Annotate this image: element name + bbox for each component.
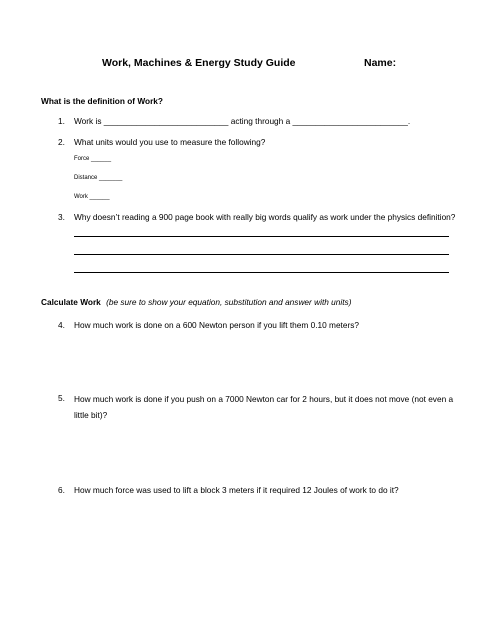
section-heading-definition: What is the definition of Work?: [41, 96, 163, 106]
question-text: How much work is done on a 600 Newton person if you lift them 0.10 meters?: [74, 320, 360, 330]
question-2: [58, 137, 458, 149]
question-1: [58, 116, 458, 128]
answer-line: [74, 236, 449, 237]
answer-line: [74, 272, 449, 273]
question-4: [58, 320, 458, 332]
unit-item-force: Force ______: [74, 156, 112, 162]
question-number: 5.: [58, 393, 65, 403]
question-text: Work is ___________________________ acting through a _________________________.: [74, 116, 411, 126]
answer-line: [74, 254, 449, 255]
section-note: (be sure to show your equation, substitution and answer with units): [106, 297, 352, 307]
question-text: How much work is done if you push on a 7000 Newton car for 2 hours, but it does not move (not even a little bit)?: [74, 394, 454, 420]
page-title: Work, Machines & Energy Study Guide: [102, 57, 296, 69]
question-number: 4.: [58, 320, 65, 330]
name-label: Name:: [364, 57, 397, 69]
question-number: 3.: [58, 212, 65, 222]
question-5: [58, 393, 458, 420]
unit-item-work: Work ______: [74, 194, 110, 200]
question-6: [58, 485, 458, 497]
section-heading-calculate-work: [41, 297, 351, 307]
section-heading-text: Calculate Work: [41, 297, 101, 307]
question-number: 6.: [58, 485, 65, 495]
question-text: How much force was used to lift a block 3 meters if it required 12 Joules of work to do it?: [74, 485, 399, 495]
question-3: [58, 212, 478, 224]
question-number: 2.: [58, 137, 65, 147]
unit-item-distance: Distance _______: [74, 175, 123, 181]
question-text: What units would you use to measure the following?: [74, 137, 266, 147]
question-number: 1.: [58, 116, 65, 126]
question-text: Why doesn’t reading a 900 page book with really big words qualify as work under the physics definition?: [74, 212, 456, 222]
